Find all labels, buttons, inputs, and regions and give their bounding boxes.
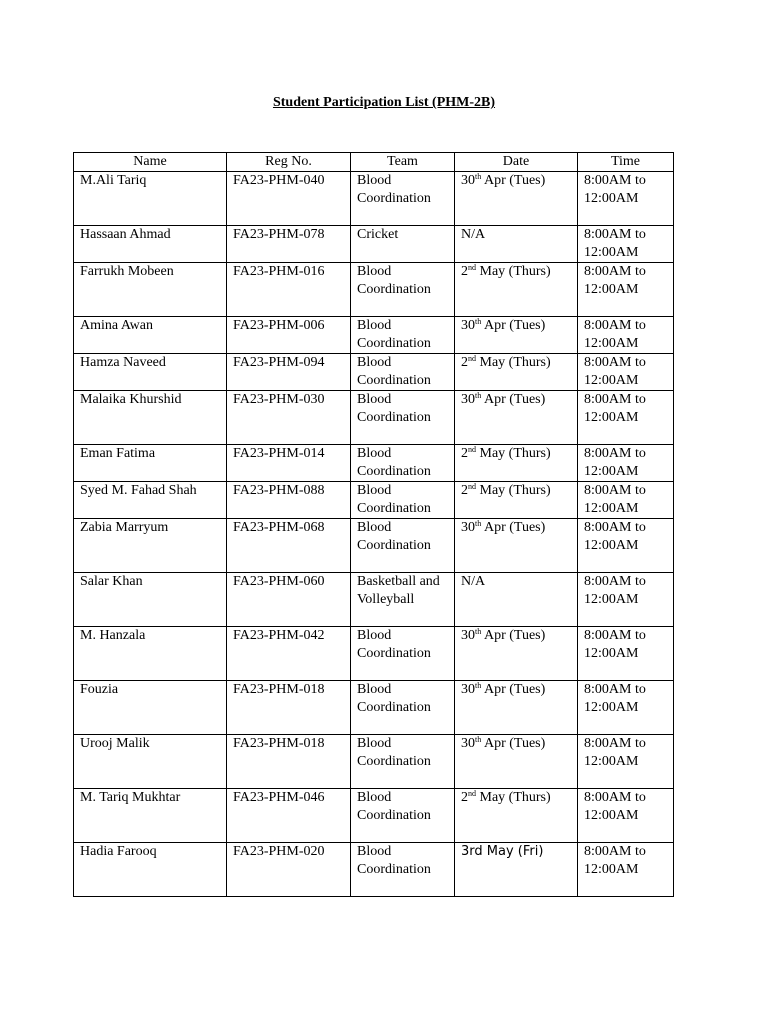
date-day: 2: [461, 483, 468, 498]
cell-reg-no: FA23-PHM-016: [227, 263, 351, 317]
date-rest: Apr (Tues): [481, 682, 546, 697]
cell-reg-no: FA23-PHM-006: [227, 317, 351, 354]
cell-date: [455, 735, 578, 789]
cell-time: 8:00AM to 12:00AM: [578, 354, 674, 391]
date-day: 30: [461, 520, 475, 535]
date-day: 30: [461, 318, 475, 333]
cell-reg-no: FA23-PHM-068: [227, 519, 351, 573]
date-ordinal-suffix: th: [475, 681, 482, 690]
cell-team: Blood Coordination: [351, 172, 455, 226]
table-row: [74, 789, 674, 843]
date-ordinal-suffix: nd: [468, 482, 476, 491]
cell-team: Blood Coordination: [351, 627, 455, 681]
table-row: [74, 263, 674, 317]
cell-date: [455, 789, 578, 843]
table-row: [74, 627, 674, 681]
date-day: 2: [461, 355, 468, 370]
header-date: Date: [455, 153, 578, 172]
cell-date: [455, 573, 578, 627]
date-ordinal-suffix: th: [475, 317, 482, 326]
cell-date: [455, 226, 578, 263]
cell-date: [455, 263, 578, 317]
date-ordinal-suffix: nd: [468, 789, 476, 798]
date-rest: May (Thurs): [476, 446, 551, 461]
cell-team: Blood Coordination: [351, 519, 455, 573]
cell-name: Salar Khan: [74, 573, 227, 627]
table-row: [74, 573, 674, 627]
cell-name: Amina Awan: [74, 317, 227, 354]
date-day: 30: [461, 736, 475, 751]
date-rest: May (Thurs): [476, 264, 551, 279]
cell-reg-no: FA23-PHM-018: [227, 681, 351, 735]
cell-reg-no: FA23-PHM-030: [227, 391, 351, 445]
participation-table: [73, 152, 674, 897]
cell-team: Blood Coordination: [351, 317, 455, 354]
cell-team: Blood Coordination: [351, 263, 455, 317]
cell-reg-no: FA23-PHM-088: [227, 482, 351, 519]
date-rest: Apr (Tues): [481, 520, 546, 535]
cell-team: Blood Coordination: [351, 843, 455, 897]
date-rest: May (Thurs): [476, 355, 551, 370]
date-day: N/A: [461, 227, 486, 242]
date-ordinal-suffix: th: [475, 391, 482, 400]
cell-name: M. Tariq Mukhtar: [74, 789, 227, 843]
cell-name: Malaika Khurshid: [74, 391, 227, 445]
table-row: [74, 681, 674, 735]
cell-name: Zabia Marryum: [74, 519, 227, 573]
cell-reg-no: FA23-PHM-078: [227, 226, 351, 263]
date-ordinal-suffix: nd: [468, 445, 476, 454]
table-row: [74, 482, 674, 519]
date-day: 30: [461, 628, 475, 643]
cell-time: 8:00AM to 12:00AM: [578, 317, 674, 354]
document-title: Student Participation List (PHM-2B): [272, 95, 496, 110]
cell-time: 8:00AM to 12:00AM: [578, 172, 674, 226]
cell-reg-no: FA23-PHM-046: [227, 789, 351, 843]
cell-name: Hassaan Ahmad: [74, 226, 227, 263]
cell-time: 8:00AM to 12:00AM: [578, 735, 674, 789]
cell-date: [455, 843, 578, 897]
cell-time: 8:00AM to 12:00AM: [578, 391, 674, 445]
cell-reg-no: FA23-PHM-042: [227, 627, 351, 681]
header-time: Time: [578, 153, 674, 172]
date-rest: May (Thurs): [476, 790, 551, 805]
table-row: [74, 735, 674, 789]
date-day: 3rd: [461, 844, 483, 859]
cell-team: Cricket: [351, 226, 455, 263]
date-day: N/A: [461, 574, 486, 589]
cell-reg-no: FA23-PHM-060: [227, 573, 351, 627]
table-row: [74, 354, 674, 391]
cell-name: Farrukh Mobeen: [74, 263, 227, 317]
cell-reg-no: FA23-PHM-094: [227, 354, 351, 391]
cell-date: [455, 482, 578, 519]
date-rest: May (Fri): [482, 844, 544, 859]
cell-time: 8:00AM to 12:00AM: [578, 263, 674, 317]
cell-team: Blood Coordination: [351, 354, 455, 391]
date-day: 2: [461, 446, 468, 461]
cell-team: Blood Coordination: [351, 681, 455, 735]
cell-time: 8:00AM to 12:00AM: [578, 789, 674, 843]
table-header-row: [74, 153, 674, 172]
date-day: 30: [461, 392, 475, 407]
cell-time: 8:00AM to 12:00AM: [578, 843, 674, 897]
cell-name: Urooj Malik: [74, 735, 227, 789]
date-day: 2: [461, 264, 468, 279]
cell-name: M. Hanzala: [74, 627, 227, 681]
cell-name: Fouzia: [74, 681, 227, 735]
cell-date: [455, 445, 578, 482]
date-rest: Apr (Tues): [481, 392, 546, 407]
cell-name: Hadia Farooq: [74, 843, 227, 897]
header-team: Team: [351, 153, 455, 172]
date-ordinal-suffix: th: [475, 735, 482, 744]
date-ordinal-suffix: th: [475, 519, 482, 528]
table-row: [74, 519, 674, 573]
header-reg-no: Reg No.: [227, 153, 351, 172]
table-row: [74, 226, 674, 263]
cell-time: 8:00AM to 12:00AM: [578, 681, 674, 735]
date-day: 30: [461, 173, 475, 188]
date-ordinal-suffix: th: [475, 627, 482, 636]
cell-reg-no: FA23-PHM-020: [227, 843, 351, 897]
cell-date: [455, 317, 578, 354]
table-row: [74, 843, 674, 897]
date-rest: Apr (Tues): [481, 318, 546, 333]
date-ordinal-suffix: nd: [468, 263, 476, 272]
date-ordinal-suffix: nd: [468, 354, 476, 363]
cell-name: Hamza Naveed: [74, 354, 227, 391]
cell-team: Blood Coordination: [351, 482, 455, 519]
date-rest: May (Thurs): [476, 483, 551, 498]
cell-team: Blood Coordination: [351, 735, 455, 789]
cell-date: [455, 391, 578, 445]
cell-name: Eman Fatima: [74, 445, 227, 482]
cell-time: 8:00AM to 12:00AM: [578, 482, 674, 519]
date-day: 30: [461, 682, 475, 697]
cell-time: 8:00AM to 12:00AM: [578, 627, 674, 681]
cell-reg-no: FA23-PHM-040: [227, 172, 351, 226]
cell-team: Blood Coordination: [351, 445, 455, 482]
date-rest: Apr (Tues): [481, 736, 546, 751]
cell-reg-no: FA23-PHM-018: [227, 735, 351, 789]
cell-name: M.Ali Tariq: [74, 172, 227, 226]
cell-date: [455, 172, 578, 226]
cell-team: Blood Coordination: [351, 789, 455, 843]
date-rest: Apr (Tues): [481, 628, 546, 643]
cell-time: 8:00AM to 12:00AM: [578, 573, 674, 627]
table-row: [74, 445, 674, 482]
cell-date: [455, 627, 578, 681]
header-name: Name: [74, 153, 227, 172]
cell-name: Syed M. Fahad Shah: [74, 482, 227, 519]
date-ordinal-suffix: th: [475, 172, 482, 181]
cell-time: 8:00AM to 12:00AM: [578, 226, 674, 263]
cell-reg-no: FA23-PHM-014: [227, 445, 351, 482]
cell-date: [455, 681, 578, 735]
cell-date: [455, 519, 578, 573]
table-row: [74, 172, 674, 226]
date-rest: Apr (Tues): [481, 173, 546, 188]
cell-time: 8:00AM to 12:00AM: [578, 519, 674, 573]
date-day: 2: [461, 790, 468, 805]
cell-team: Blood Coordination: [351, 391, 455, 445]
cell-team: Basketball and Volleyball: [351, 573, 455, 627]
cell-time: 8:00AM to 12:00AM: [578, 445, 674, 482]
table-row: [74, 317, 674, 354]
cell-date: [455, 354, 578, 391]
table-row: [74, 391, 674, 445]
